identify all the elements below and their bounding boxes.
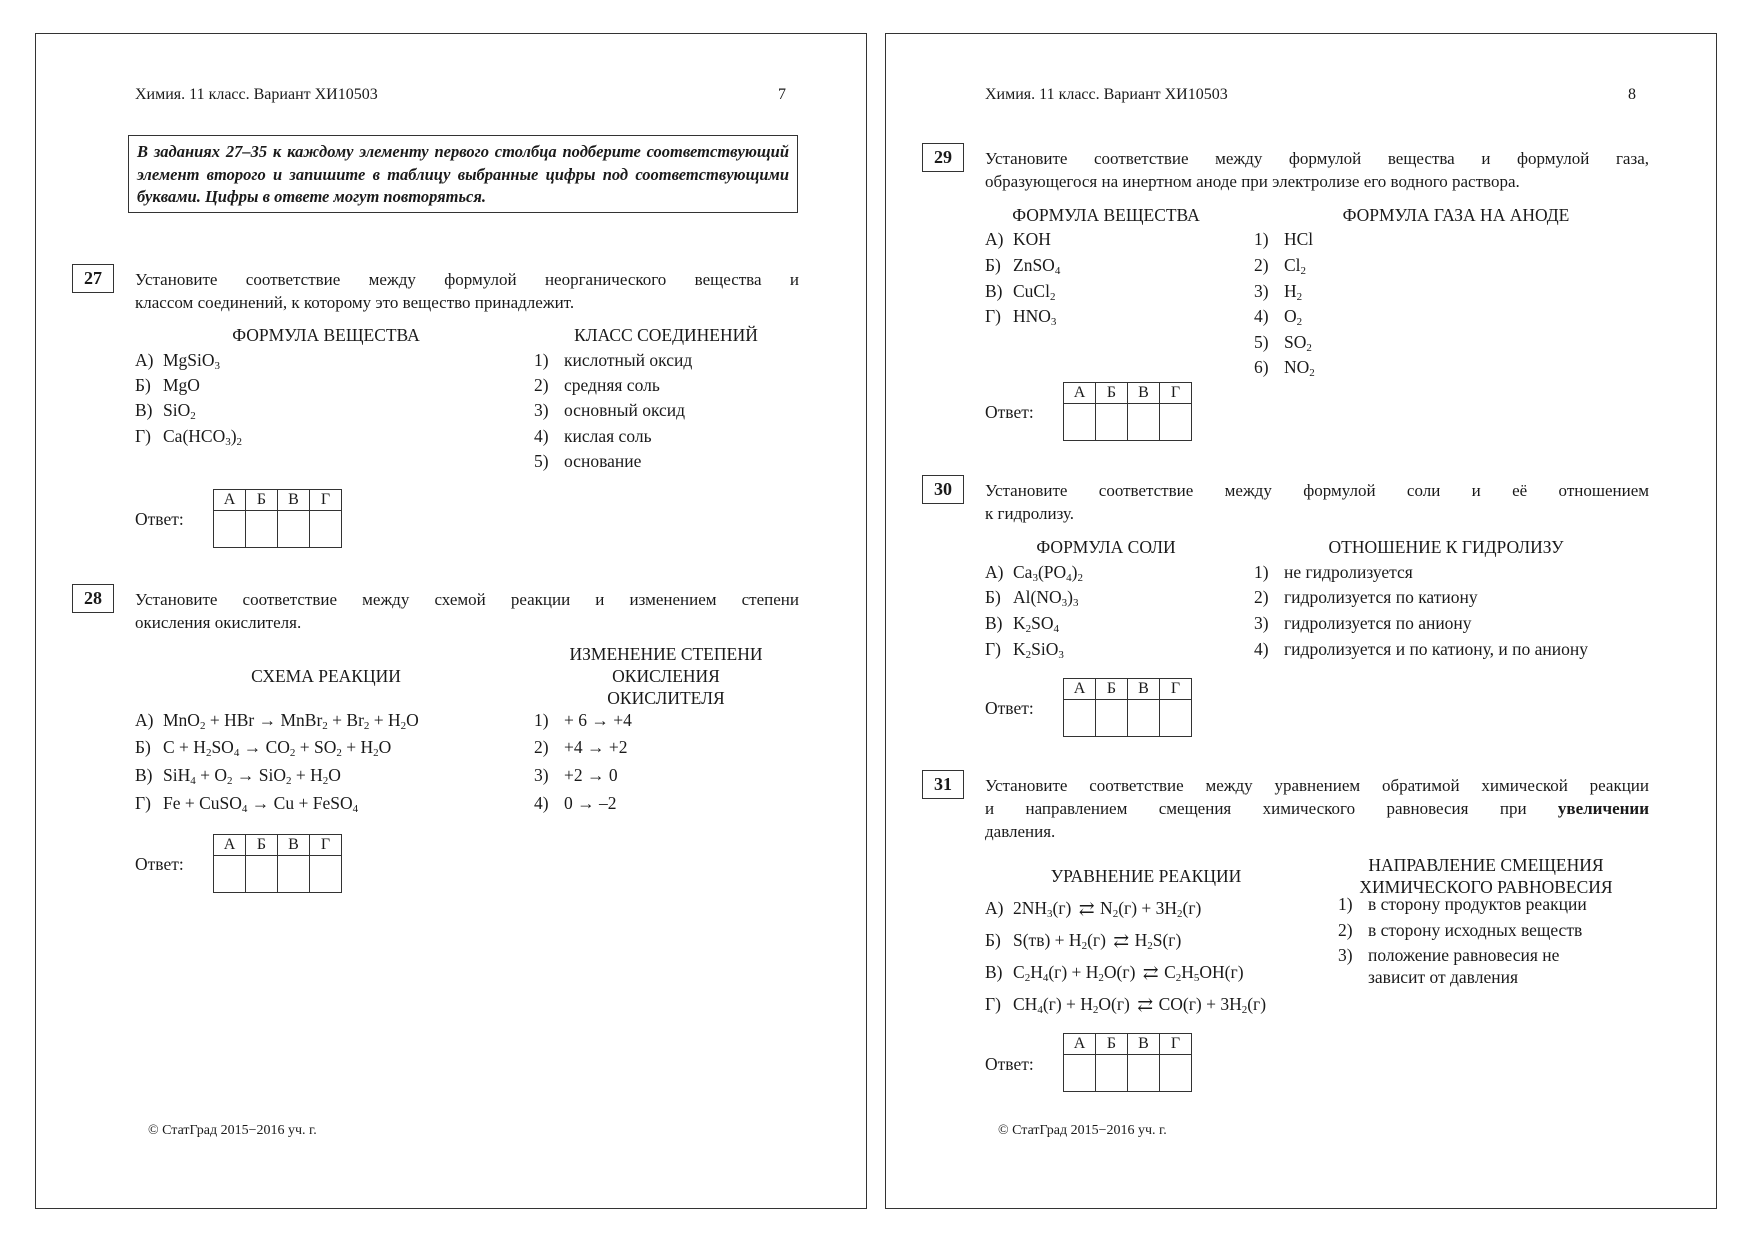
q28-option-v: В) $SiH_4 + O_2 \to SiO_2 + H_2O$ [135,765,341,787]
question-31-line-3: давления. [985,822,1056,841]
question-28-line-2: окисления окислителя. [135,613,302,632]
q31-answer-1: 1) в сторону продуктов реакции [1338,894,1587,914]
q28-answer-2: 2) +4 → +2 [534,737,628,757]
q30-col-g: Г [1160,679,1192,700]
q30-option-b: Б) $Al(NO_3)_3$ [985,587,1079,609]
q27-answer-5: 5) основание [534,451,642,471]
q28-answer-1: 1) + 6 → +4 [534,710,632,730]
q31-answer-cell-a[interactable] [1064,1055,1096,1092]
q29-answer-label: Ответ: [985,402,1034,422]
q28-option-b: Б) $C + H_2SO_4 \to CO_2 + SO_2 + H_2O$ [135,737,392,759]
q30-col-b: Б [1096,679,1128,700]
q28-col-b: Б [246,835,278,856]
question-30-line-2: к гидролизу. [985,504,1074,523]
q27-answer-cell-b[interactable] [246,511,278,548]
question-29-text [985,147,1649,193]
q27-answer-table [213,489,342,548]
question-31-line-2: и направлением смещения химического равновесия при увеличении [985,799,1649,818]
q27-answer-label: Ответ: [135,509,184,529]
q29-answer-3: 3) $H_2$ [1254,281,1303,303]
q29-option-g: Г) $HNO_3$ [985,306,1057,328]
q28-answer-cell-b[interactable] [246,856,278,893]
q28-answer-cell-a[interactable] [214,856,246,893]
question-29-line-2: образующегося на инертном аноде при электролизе его водного раствора. [985,172,1520,191]
q28-option-g: Г) Fe + CuSO$_4$ → Cu + FeSO$_4$ [135,793,359,815]
q29-answer-2: 2) $Cl_2$ [1254,255,1307,277]
q27-answer-3: 3) основный оксид [534,400,686,420]
q29-answer-cell-b[interactable] [1096,404,1128,441]
q30-answer-1: 1) не гидролизуется [1254,562,1413,582]
question-28-text [135,588,799,634]
question-number-28: 28 [72,584,114,613]
q29-answer-cell-g[interactable] [1160,404,1192,441]
q31-answer-cell-v[interactable] [1128,1055,1160,1092]
question-27-line-2: классом соединений, к которому это вещество принадлежит. [135,293,575,312]
q30-col2-head: ОТНОШЕНИЕ К ГИДРОЛИЗУ [1328,537,1564,557]
q30-answer-label: Ответ: [985,698,1034,718]
q27-col-a: А [214,490,246,511]
question-31-text [985,774,1649,843]
q28-option-a: А) MnO$_2$ + HBr → MnBr$_2$ + $Br_2 + H_2O$ [135,710,419,732]
q31-option-a: А) $2NH_3(г)$ ⇄ $N_2(г) + 3H_2(г)$ [985,898,1202,920]
q27-option-g: Г) $Ca(HCO_3)_2$ [135,426,243,448]
q29-option-v: В) CuCl$_2$ [985,281,1056,303]
q31-answer-label: Ответ: [985,1054,1034,1074]
q30-option-g: Г) $K_2SiO_3$ [985,639,1064,661]
q29-answer-6: 6) $NO_2$ [1254,357,1315,379]
q31-col-v: В [1128,1034,1160,1055]
q28-col-a: А [214,835,246,856]
q31-option-b: Б) $S(тв) + H_2(г)$ ⇄ $H_2S(г)$ [985,930,1182,952]
q27-answer-4: 4) кислая соль [534,426,652,446]
q29-col-g: Г [1160,383,1192,404]
q29-option-b: Б) ZnSO$_4$ [985,255,1061,277]
q27-option-v: В) SiO$_2$ [135,400,196,422]
q30-option-a: А) $Ca_3(PO_4)_2$ [985,562,1083,584]
q29-col-v: В [1128,383,1160,404]
q30-col-a: А [1064,679,1096,700]
question-number-27: 27 [72,264,114,293]
question-30-line-1: Установите соответствие между формулой соли и её отношением [985,481,1649,500]
question-27-text [135,268,799,314]
q31-col-a: А [1064,1034,1096,1055]
q28-answer-table [213,834,342,893]
q29-answer-5: 5) $SO_2$ [1254,332,1312,354]
q29-answer-cell-v[interactable] [1128,404,1160,441]
question-number-30: 30 [922,475,964,504]
q30-option-v: В) $K_2SO_4$ [985,613,1060,635]
page-7 [35,33,867,1209]
question-29-line-1: Установите соответствие между формулой вещества и формулой газа, [985,149,1649,168]
q30-col-v: В [1128,679,1160,700]
q27-answer-cell-g[interactable] [310,511,342,548]
page-number: 7 [778,86,786,103]
q28-answer-label: Ответ: [135,854,184,874]
q31-answer-table [1063,1033,1192,1092]
q27-answer-2: 2) средняя соль [534,375,660,395]
q29-answer-cell-a[interactable] [1064,404,1096,441]
q27-answer-cell-v[interactable] [278,511,310,548]
q28-answer-cell-g[interactable] [310,856,342,893]
q30-answer-2: 2) гидролизуется по катиону [1254,587,1478,607]
q28-answer-3: 3) +2 → 0 [534,765,618,785]
q27-option-a: А) MgSiO$_3$ [135,350,221,372]
q31-col1-head: УРАВНЕНИЕ РЕАКЦИИ [1050,866,1242,886]
q27-answer-cell-a[interactable] [214,511,246,548]
q30-answer-cell-a[interactable] [1064,700,1096,737]
q29-col-a: А [1064,383,1096,404]
q29-answer-1: 1) HCl [1254,229,1314,249]
question-number-31: 31 [922,770,964,799]
question-31-line-1: Установите соответствие между уравнением обратимой химической реакции [985,776,1649,795]
q27-col-v: В [278,490,310,511]
question-28-line-1: Установите соответствие между схемой реакции и изменением степени [135,590,799,609]
q27-answer-1: 1) кислотный оксид [534,350,693,370]
page-number: 8 [1628,86,1636,103]
question-27-line-1: Установите соответствие между формулой неорганического вещества и [135,270,799,289]
q28-col-g: Г [310,835,342,856]
q31-col2-head: НАПРАВЛЕНИЕ СМЕЩЕНИЯ ХИМИЧЕСКОГО РАВНОВЕСИЯ [1359,855,1613,897]
q27-col2-head: КЛАСС СОЕДИНЕНИЙ [574,325,758,345]
page-footer: © СтатГрад 2015−2016 уч. г. [148,1123,317,1138]
page-8 [885,33,1717,1209]
q30-answer-cell-g[interactable] [1160,700,1192,737]
page-header: Химия. 11 класс. Вариант ХИ10503 [985,86,1228,103]
q31-answer-cell-g[interactable] [1160,1055,1192,1092]
q27-col-g: Г [310,490,342,511]
q28-col2-head: ИЗМЕНЕНИЕ СТЕПЕНИ ОКИСЛЕНИЯ ОКИСЛИТЕЛЯ [569,644,763,708]
question-number-29: 29 [922,143,964,172]
question-30-text [985,479,1649,525]
q28-col1-head: СХЕМА РЕАКЦИИ [251,666,401,686]
q29-col-b: Б [1096,383,1128,404]
q31-option-v: В) $C_2H_4(г) + H_2O(г)$ ⇄ $C_2H_5OH(г)$ [985,962,1244,984]
q31-answer-cell-b[interactable] [1096,1055,1128,1092]
q29-col2-head: ФОРМУЛА ГАЗА НА АНОДЕ [1342,205,1570,225]
q30-answer-cell-b[interactable] [1096,700,1128,737]
q30-answer-3: 3) гидролизуется по аниону [1254,613,1472,633]
instruction-box: В заданиях 27–35 к каждому элементу первого столбца подберите соответствующий элемент второго и запишите в таблицу выбранные цифры под соответствующими буквами. Цифры в ответе могут повторяться. [128,135,798,213]
q31-col-g: Г [1160,1034,1192,1055]
q31-option-g: Г) $CH_4(г) + H_2O(г)$ ⇄ $CO(г) + 3H_2(г)$ [985,994,1267,1016]
q28-answer-4: 4) 0 → –2 [534,793,617,813]
q31-answer-2: 2) в сторону исходных веществ [1338,920,1583,940]
q27-option-b: Б) MgO [135,375,200,395]
q29-col1-head: ФОРМУЛА ВЕЩЕСТВА [1012,205,1200,225]
q27-col1-head: ФОРМУЛА ВЕЩЕСТВА [232,325,420,345]
q27-col-b: Б [246,490,278,511]
q30-answer-cell-v[interactable] [1128,700,1160,737]
q30-answer-table [1063,678,1192,737]
q31-answer-3: 3) положение равновесия не зависит от давления [1338,945,1560,987]
q29-answer-table [1063,382,1192,441]
q28-answer-cell-v[interactable] [278,856,310,893]
q28-col-v: В [278,835,310,856]
q30-answer-4: 4) гидролизуется и по катиону, и по аниону [1254,639,1588,659]
q30-col1-head: ФОРМУЛА СОЛИ [1036,537,1176,557]
q29-answer-4: 4) $O_2$ [1254,306,1303,328]
page-footer: © СтатГрад 2015−2016 уч. г. [998,1123,1167,1138]
q29-option-a: А) KOH [985,229,1051,249]
q31-col-b: Б [1096,1034,1128,1055]
page-header: Химия. 11 класс. Вариант ХИ10503 [135,86,378,103]
